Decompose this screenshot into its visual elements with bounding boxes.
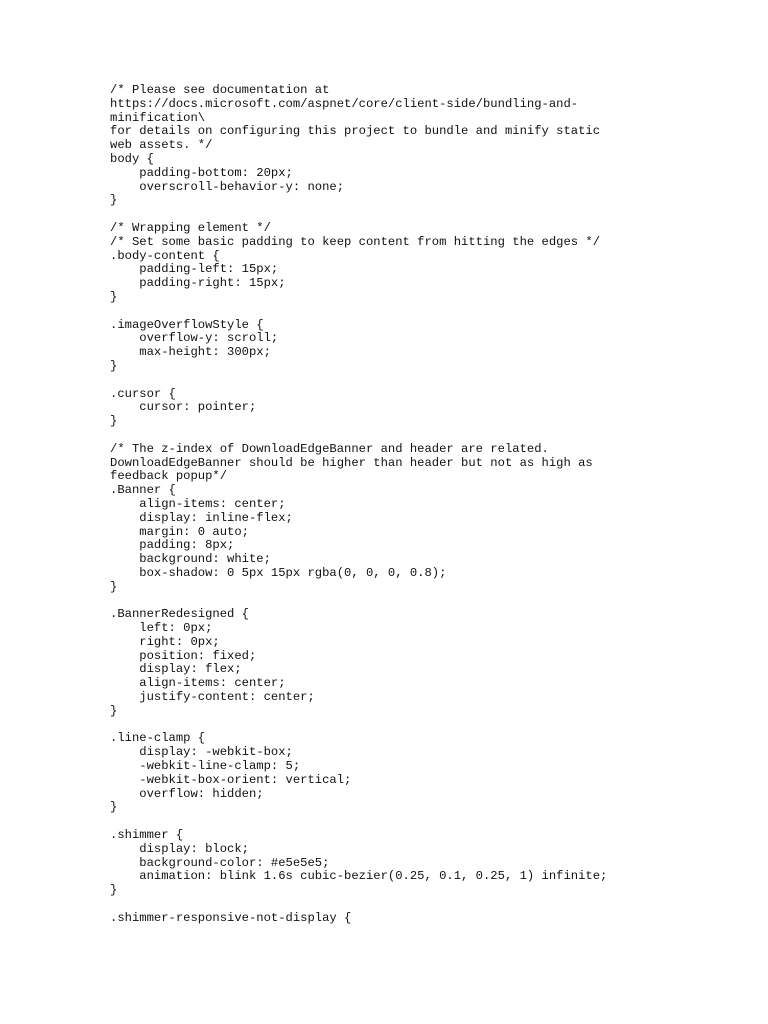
code-line: padding-right: 15px; xyxy=(110,276,286,291)
code-line: align-items: center; xyxy=(110,496,286,511)
code-line: /* Set some basic padding to keep content from hitting the edges */ xyxy=(110,234,601,249)
code-line: padding: 8px; xyxy=(110,538,235,553)
code-line: .imageOverflowStyle { xyxy=(110,317,264,332)
code-line: /* The z-index of DownloadEdgeBanner and header are related. xyxy=(110,441,549,456)
code-line: display: inline-flex; xyxy=(110,510,293,525)
code-line: display: block; xyxy=(110,841,249,856)
code-line xyxy=(110,429,750,443)
code-line: align-items: center; xyxy=(110,676,286,691)
code-line: } xyxy=(110,358,118,373)
code-line: .body-content { xyxy=(110,248,220,263)
code-listing xyxy=(110,84,750,926)
code-line xyxy=(110,208,750,222)
code-line: } xyxy=(110,703,118,718)
code-line: } xyxy=(110,800,118,815)
code-line: background: white; xyxy=(110,552,271,567)
code-line: background-color: #e5e5e5; xyxy=(110,855,330,870)
code-line: display: -webkit-box; xyxy=(110,745,293,760)
code-line: feedback popup*/ xyxy=(110,469,228,484)
code-line: /* Wrapping element */ xyxy=(110,220,271,235)
code-line: /* Please see documentation at xyxy=(110,83,330,97)
code-line xyxy=(110,305,750,319)
code-line: DownloadEdgeBanner should be higher than header but not as high as xyxy=(110,455,593,470)
code-line: animation: blink 1.6s cubic-bezier(0.25, 0.1, 0.25, 1) infinite; xyxy=(110,869,608,884)
code-line: .cursor { xyxy=(110,386,176,401)
code-line: https://docs.microsoft.com/aspnet/core/client-side/bundling-and- xyxy=(110,96,579,111)
code-line xyxy=(110,374,750,388)
code-line: left: 0px; xyxy=(110,621,213,636)
code-line xyxy=(110,594,750,608)
code-line: .shimmer-responsive-not-display { xyxy=(110,910,352,925)
code-line: for details on configuring this project to bundle and minify static xyxy=(110,124,601,139)
code-line: padding-left: 15px; xyxy=(110,262,279,277)
code-line: .BannerRedesigned { xyxy=(110,607,249,622)
code-line: overflow-y: scroll; xyxy=(110,331,279,346)
code-line: display: flex; xyxy=(110,662,242,677)
code-line: .line-clamp { xyxy=(110,731,206,746)
code-line: -webkit-box-orient: vertical; xyxy=(110,772,352,787)
code-line: } xyxy=(110,414,118,429)
code-line: minification\ xyxy=(110,110,206,125)
code-line: max-height: 300px; xyxy=(110,345,271,360)
code-line: } xyxy=(110,193,118,208)
code-line xyxy=(110,815,750,829)
code-line: web assets. */ xyxy=(110,138,213,153)
code-line: margin: 0 auto; xyxy=(110,524,249,539)
code-line xyxy=(110,898,750,912)
code-line: -webkit-line-clamp: 5; xyxy=(110,759,301,774)
code-line: body { xyxy=(110,151,154,166)
code-line: position: fixed; xyxy=(110,648,257,663)
code-line: .Banner { xyxy=(110,483,176,498)
code-line: .shimmer { xyxy=(110,828,184,843)
code-line: padding-bottom: 20px; xyxy=(110,165,293,180)
code-line: overscroll-behavior-y: none; xyxy=(110,179,345,194)
code-line: } xyxy=(110,289,118,304)
code-line: justify-content: center; xyxy=(110,690,315,705)
code-line: overflow: hidden; xyxy=(110,786,264,801)
code-line xyxy=(110,719,750,733)
code-line: } xyxy=(110,883,118,898)
code-line: right: 0px; xyxy=(110,634,220,649)
code-line: cursor: pointer; xyxy=(110,400,257,415)
code-line: box-shadow: 0 5px 15px rgba(0, 0, 0, 0.8); xyxy=(110,565,447,580)
code-line: } xyxy=(110,579,118,594)
